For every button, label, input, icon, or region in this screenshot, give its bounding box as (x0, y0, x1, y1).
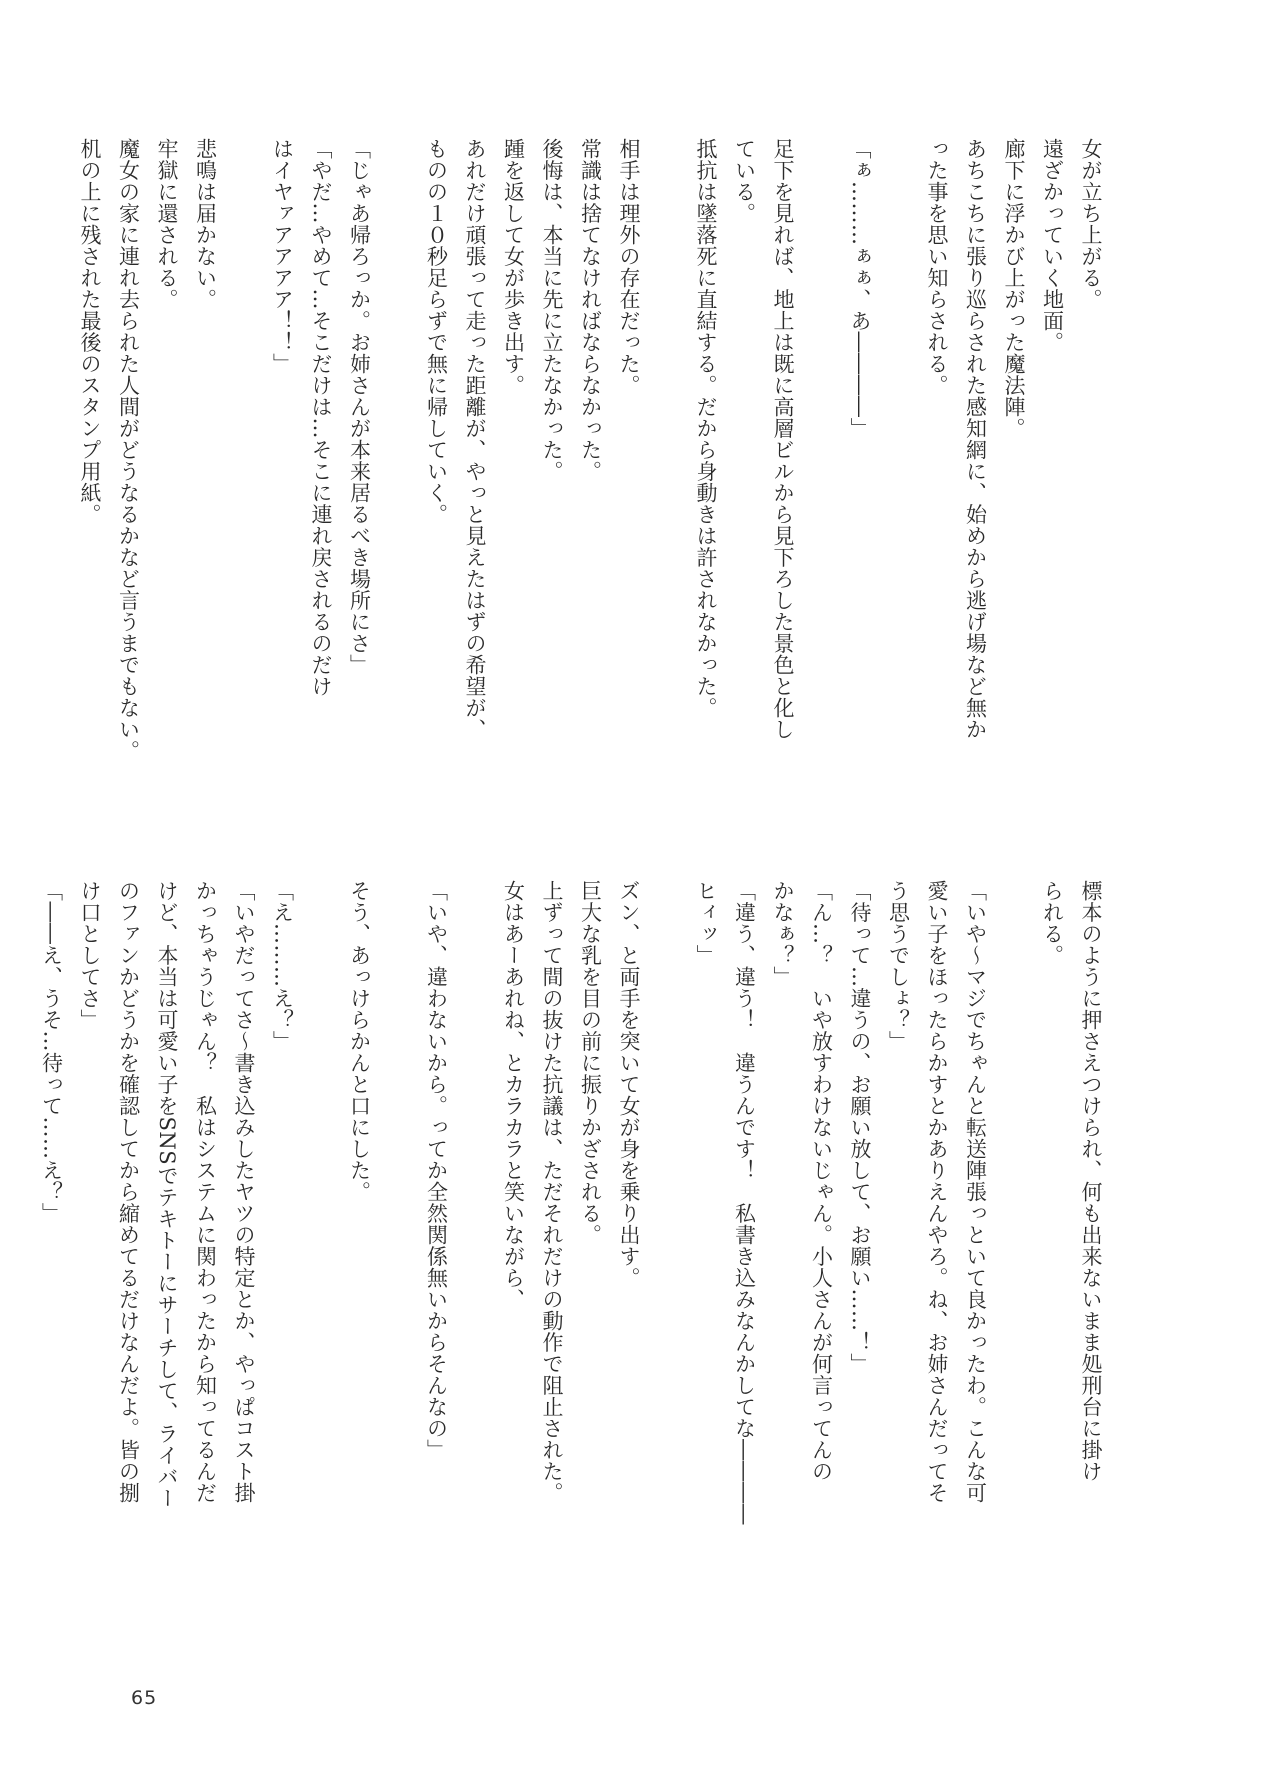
blank-line (995, 880, 1034, 1600)
text-line: 「――え、うそ…待って……え？」 (39, 880, 64, 1224)
text-line: あれだけ頑張って走った距離が、やっと見えたはずの希望が、 (463, 138, 487, 740)
text-line: かっちゃうじゃん？ 私はシステムに関わったから知ってるんだ (193, 880, 218, 1504)
text-line: 魔女の家に連れ去られた人間がどうなるかなど言うまでもない。 (116, 138, 141, 762)
text-line: 「ぁ………ぁぁ、あ――――」 (848, 138, 872, 439)
text-line: 足下を見れば、地上は既に高層ビルから見下ろした景色と化し (771, 138, 795, 740)
text-line: った事を思い知らされる。 (925, 138, 949, 396)
text-line: 愛い子をほったらかすとかありえんやろ。ね、お姉さんだってそ (925, 880, 949, 1504)
text-line: 「待って…違うの、お願い放して、お願い……！」 (848, 880, 872, 1375)
text-line: あちこちに張り巡らされた感知網に、始めから逃げ場など無か (963, 138, 988, 740)
blank-line (648, 138, 687, 828)
text-line: 廊下に浮かび上がった魔法陣。 (1002, 138, 1026, 439)
blank-line (302, 880, 341, 1600)
blank-line (379, 138, 418, 828)
blank-line (379, 880, 418, 1600)
blank-line (225, 138, 264, 828)
text-line: 抵抗は墜落死に直結する。だから身動きは許されなかった。 (694, 138, 718, 719)
blank-line (456, 880, 495, 1600)
text-line: 「じゃあ帰ろっか。お姉さんが本来居るべき場所にさ」 (347, 138, 372, 676)
blank-line (802, 138, 841, 828)
text-line: ズン、と両手を突いて女が身を乗り出す。 (617, 880, 641, 1289)
text-line: 牢獄に還される。 (155, 138, 179, 310)
text-line: け口としてさ」 (78, 880, 102, 1031)
text-line: 「いやだってさ～書き込みしたヤツの特定とか、やっぱコスト掛 (232, 880, 256, 1504)
text-line: 「え………え？」 (270, 880, 295, 1052)
text-line: 常識は捨てなければならなかった。 (578, 138, 603, 482)
text-line: 「やだ…やめて…そこだけは…そこに連れ戻されるのだけ (309, 138, 333, 697)
text-line: 踵を返して女が歩き出す。 (501, 138, 526, 396)
text-block-top (78, 138, 1110, 828)
text-line: う思うでしょ？」 (886, 880, 911, 1052)
text-block-bottom (39, 880, 1110, 1600)
text-line: 上ずって間の抜けた抗議は、ただそれだけの動作で阻止された。 (540, 880, 564, 1504)
text-line: 遠ざかっていく地面。 (1040, 138, 1065, 353)
text-line: 後悔は、本当に先に立たなかった。 (540, 138, 564, 482)
text-line: 「いや～マジでちゃんと転送陣張っといて良かったわ。こんな可 (963, 880, 988, 1504)
text-line: られる。 (1040, 880, 1065, 966)
text-line: そう、あっけらかんと口にした。 (347, 880, 372, 1203)
text-line: 巨大な乳を目の前に振りかざされる。 (578, 880, 603, 1246)
text-line: はイヤァアアアア！！」 (270, 138, 295, 375)
text-line: 悲鳴は届かない。 (193, 138, 218, 310)
text-line: 「ん…？ いや放すわけないじゃん。小人さんが何言ってんの (809, 880, 834, 1482)
blank-line (879, 138, 918, 828)
text-line: 標本のように押さえつけられ、何も出来ないまま処刑台に掛け (1079, 880, 1103, 1482)
text-line: かなぁ？」 (771, 880, 795, 988)
blank-line (648, 880, 687, 1600)
text-line: のファンかどうかを確認してから縮めてるだけなんだよ。皆の捌 (116, 880, 141, 1504)
text-line: 相手は理外の存在だった。 (617, 138, 641, 396)
page-number: 65 (131, 1687, 158, 1709)
text-line: 「いや、違わないから。ってか全然関係無いからそんなの」 (424, 880, 449, 1461)
text-line: 「違う、違う！ 違うんです！ 私書き込みなんかしてな―――― (732, 880, 757, 1525)
text-line: ヒィッ」 (694, 880, 718, 966)
text-line: 女が立ち上がる。 (1079, 138, 1103, 310)
text-line: 机の上に残された最後のスタンプ用紙。 (78, 138, 102, 525)
text-line: ている。 (732, 138, 757, 224)
text-line: ものの１０秒足らずで無に帰していく。 (424, 138, 449, 525)
text-line: けど、本当は可愛い子をSNSでテキトーにサーチして、ライバー (155, 880, 179, 1510)
text-line: 女はあーあれね、とカラカラと笑いながら、 (501, 880, 526, 1310)
